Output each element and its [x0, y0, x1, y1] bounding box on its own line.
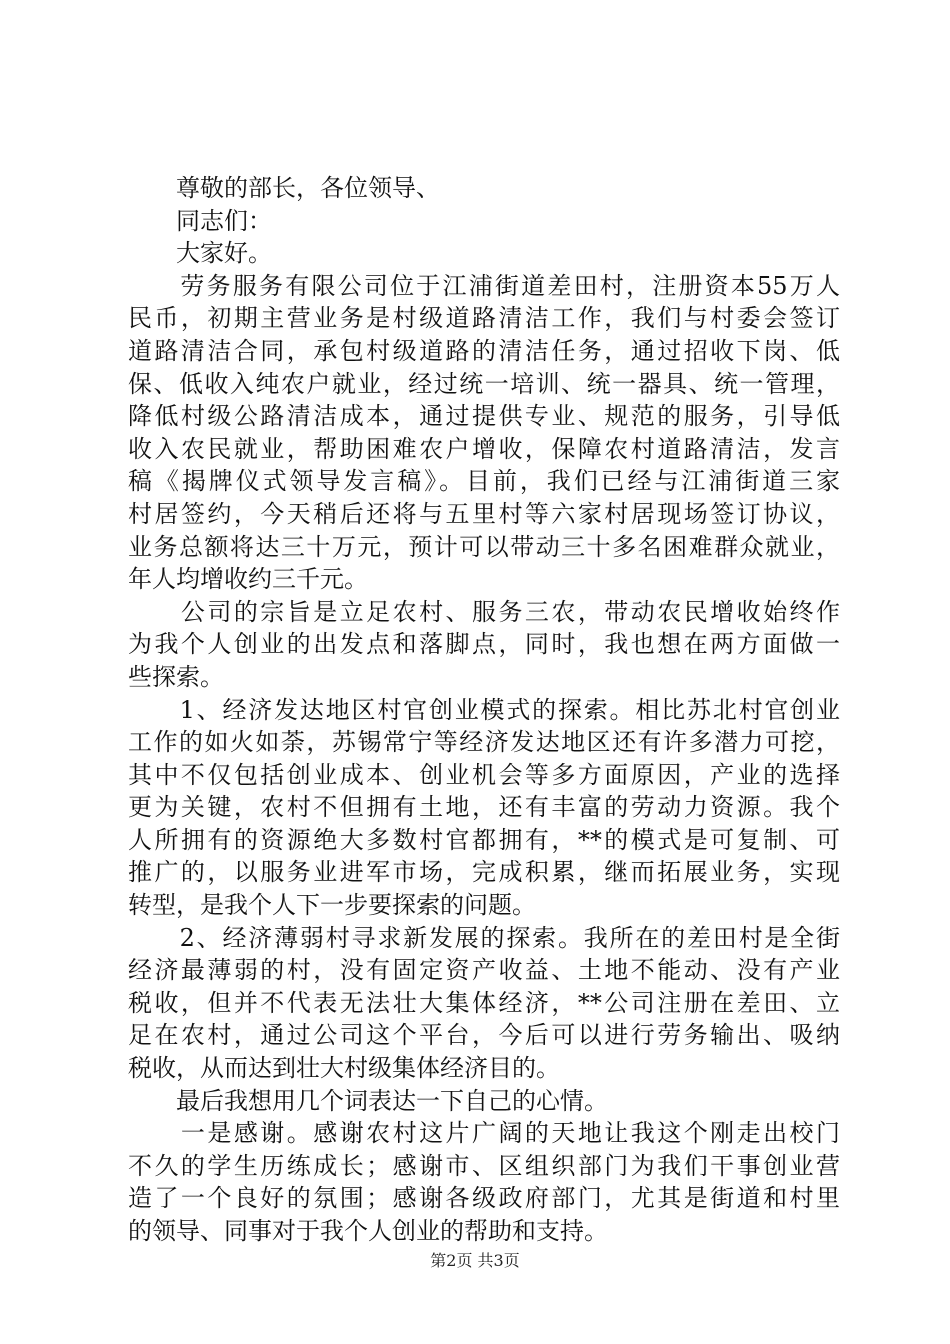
text-line: 劳务服务有限公司位于江浦街道差田村，注册资本55万人 — [128, 271, 840, 300]
text-line: 一是感谢。感谢农村这片广阔的天地让我这个刚走出校门 — [128, 1119, 840, 1148]
text-line: 工作的如火如荼，苏锡常宁等经济发达地区还有许多潜力可挖， — [128, 728, 840, 757]
text-line: 大家好。 — [128, 239, 272, 268]
text-line: 其中不仅包括创业成本、创业机会等多方面原因，产业的选择 — [128, 760, 840, 789]
text-line: 人所拥有的资源绝大多数村官都拥有，**的模式是可复制、可 — [128, 825, 840, 854]
page-footer — [0, 1248, 950, 1271]
page-number-label: 第2页 共3页 — [430, 1251, 520, 1270]
text-line: 降低村级公路清洁成本，通过提供专业、规范的服务，引导低 — [128, 402, 840, 431]
text-line: 公司的宗旨是立足农村、服务三农，带动农民增收始终作 — [128, 597, 840, 626]
text-line: 税收，从而达到壮大村级集体经济目的。 — [128, 1054, 560, 1083]
text-line: 2、经济薄弱村寻求新发展的探索。我所在的差田村是全街 — [128, 923, 840, 952]
text-line: 稿《揭牌仪式领导发言稿》。目前，我们已经与江浦街道三家 — [128, 467, 840, 496]
text-line: 为我个人创业的出发点和落脚点，同时，我也想在两方面做一 — [128, 630, 840, 659]
text-line: 业务总额将达三十万元，预计可以带动三十多名困难群众就业， — [128, 532, 840, 561]
text-line: 尊敬的部长，各位领导、 — [128, 174, 440, 202]
text-line: 收入农民就业，帮助困难农户增收，保障农村道路清洁，发言 — [128, 434, 840, 463]
text-line: 些探索。 — [128, 662, 224, 691]
text-line: 不久的学生历练成长；感谢市、区组织部门为我们干事创业营 — [128, 1151, 840, 1180]
text-line: 更为关键，农村不但拥有土地，还有丰富的劳动力资源。我个 — [128, 793, 840, 822]
text-line: 同志们： — [128, 206, 272, 235]
text-line: 最后我想用几个词表达一下自己的心情。 — [128, 1086, 608, 1115]
text-line: 转型，是我个人下一步要探索的问题。 — [128, 891, 536, 920]
text-line: 年人均增收约三千元。 — [128, 565, 368, 594]
document-body — [128, 172, 840, 1248]
text-line: 的领导、同事对于我个人创业的帮助和支持。 — [128, 1217, 608, 1245]
text-line: 保、低收入纯农户就业，经过统一培训、统一器具、统一管理， — [128, 369, 840, 398]
text-line: 造了一个良好的氛围；感谢各级政府部门，尤其是街道和村里 — [128, 1184, 840, 1213]
text-line: 村居签约，今天稍后还将与五里村等六家村居现场签订协议， — [128, 499, 840, 528]
text-line: 经济最薄弱的村，没有固定资产收益、土地不能动、没有产业 — [128, 956, 840, 985]
text-line: 足在农村，通过公司这个平台，今后可以进行劳务输出、吸纳 — [128, 1021, 840, 1050]
text-line: 推广的，以服务业进军市场，完成积累，继而拓展业务，实现 — [128, 858, 840, 887]
text-line: 道路清洁合同，承包村级道路的清洁任务，通过招收下岗、低 — [128, 336, 840, 365]
text-line: 税收，但并不代表无法壮大集体经济，**公司注册在差田、立 — [128, 988, 840, 1017]
text-line: 1、经济发达地区村官创业模式的探索。相比苏北村官创业 — [128, 695, 840, 724]
text-line: 民币，初期主营业务是村级道路清洁工作，我们与村委会签订 — [128, 304, 840, 333]
